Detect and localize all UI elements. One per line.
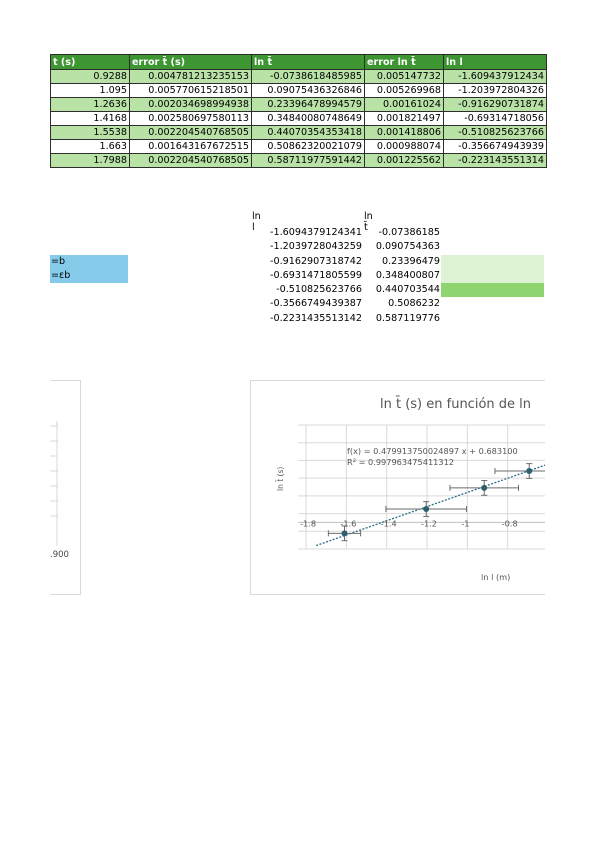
data-table — [50, 54, 547, 168]
table-cell[interactable]: 0.002204540768505 — [130, 154, 252, 168]
ln-l-cell[interactable]: -0.9162907318742 — [270, 255, 362, 267]
left-chart[interactable] — [50, 380, 81, 595]
table-cell[interactable]: 0.004781213235153 — [130, 70, 252, 84]
table-cell[interactable]: 1.2636 — [51, 98, 130, 112]
table-cell[interactable]: -0.0738618485985 — [252, 70, 365, 84]
ln-t-cell[interactable]: 0.348400807 — [375, 269, 440, 281]
table-cell[interactable]: 1.5538 — [51, 126, 130, 140]
table-cell[interactable]: 0.001821497 — [365, 112, 444, 126]
ln-t-cell[interactable]: 0.5086232 — [388, 298, 440, 310]
trendline-r2: R² = 0.997963475411312 — [347, 457, 454, 467]
ln-t-header[interactable]: ln t̄ — [364, 211, 373, 233]
ln-l-header[interactable]: ln l — [252, 211, 261, 233]
x-tick-label: -1 — [461, 518, 470, 529]
table-cell[interactable]: 0.000988074 — [365, 140, 444, 154]
table-cell[interactable]: 1.663 — [51, 140, 130, 154]
x-tick-label: -1.4 — [380, 518, 397, 529]
table-cell[interactable]: 1.4168 — [51, 112, 130, 126]
header-error-t[interactable]: error t̄ (s) — [130, 55, 252, 70]
ln-t-cell[interactable]: 0.23396479 — [382, 255, 440, 267]
slope-label-cell[interactable]: =b — [50, 255, 128, 269]
highlight-cell[interactable] — [441, 255, 544, 269]
table-header-row — [51, 55, 547, 70]
x-tick-label: -0.8 — [501, 518, 518, 529]
table-cell[interactable]: -1.609437912434 — [444, 70, 547, 84]
left-chart-canvas — [50, 381, 80, 594]
x-tick-label: -1.2 — [421, 518, 438, 529]
table-cell[interactable]: -0.916290731874 — [444, 98, 547, 112]
ln-l-cell[interactable]: -0.3566749439387 — [270, 298, 362, 310]
table-cell[interactable]: -0.223143551314 — [444, 154, 547, 168]
table-cell[interactable]: 0.09075436326846 — [252, 84, 365, 98]
ln-t-cell[interactable]: 0.440703544 — [375, 284, 440, 296]
table-row — [51, 84, 547, 98]
table-cell[interactable]: -0.69314718056 — [444, 112, 547, 126]
gridlines — [298, 425, 545, 549]
header-error-ln-t[interactable]: error ln t̄ — [365, 55, 444, 70]
ln-l-cell[interactable]: -0.510825623766 — [276, 284, 362, 296]
slope-error-label-cell[interactable]: =εb — [50, 269, 128, 283]
highlight-cell[interactable] — [441, 269, 544, 283]
header-ln-l[interactable]: ln l — [444, 55, 547, 70]
table-cell[interactable]: 0.58711977591442 — [252, 154, 365, 168]
table-cell[interactable]: 0.34840080748649 — [252, 112, 365, 126]
data-point[interactable] — [481, 485, 487, 491]
table-cell[interactable]: 0.00161024 — [365, 98, 444, 112]
table-cell[interactable]: 1.7988 — [51, 154, 130, 168]
table-row — [51, 154, 547, 168]
table-cell[interactable]: 0.9288 — [51, 70, 130, 84]
chart-title: ln t̄ (s) en función de ln — [380, 397, 532, 412]
left-chart-tick-label: .900 — [50, 550, 69, 560]
table-row — [51, 126, 547, 140]
table-cell[interactable]: -0.510825623766 — [444, 126, 547, 140]
table-row — [51, 70, 547, 84]
ln-t-cell[interactable]: 0.090754363 — [375, 241, 440, 253]
table-cell[interactable]: 0.005147732 — [365, 70, 444, 84]
header-ln-t[interactable]: ln t̄ — [252, 55, 365, 70]
ln-t-column — [330, 226, 440, 326]
table-cell[interactable]: 0.44070354353418 — [252, 126, 365, 140]
table-row — [51, 98, 547, 112]
highlight-cell-strong[interactable] — [441, 283, 544, 297]
data-point[interactable] — [526, 468, 532, 474]
table-cell[interactable]: 1.095 — [51, 84, 130, 98]
table-row — [51, 140, 547, 154]
table-cell[interactable]: 0.001418806 — [365, 126, 444, 140]
table-cell[interactable]: 0.001643167672515 — [130, 140, 252, 154]
x-axis-label: ln l (m) — [481, 572, 511, 582]
ln-l-cell[interactable]: -1.6094379124341 — [270, 227, 362, 238]
table-cell[interactable]: 0.005269968 — [365, 84, 444, 98]
table-cell[interactable]: 0.23396478994579 — [252, 98, 365, 112]
ln-l-cell[interactable]: -1.2039728043259 — [270, 241, 362, 253]
table-cell[interactable]: 0.002580697580113 — [130, 112, 252, 126]
scatter-chart-canvas — [251, 381, 545, 594]
table-row — [51, 112, 547, 126]
data-point[interactable] — [341, 530, 347, 536]
x-tick-label: -1.6 — [340, 518, 357, 529]
table-cell[interactable]: -0.356674943939 — [444, 140, 547, 154]
header-t[interactable]: t (s) — [51, 55, 130, 70]
data-point[interactable] — [423, 506, 429, 512]
ln-t-cell[interactable]: -0.07386185 — [378, 227, 440, 238]
ln-l-cell[interactable]: -0.6931471805599 — [270, 269, 362, 281]
trendline-equation: f(x) = 0.479913750024897 x + 0.683100 — [347, 446, 518, 456]
table-cell[interactable]: 0.001225562 — [365, 154, 444, 168]
ln-t-cell[interactable]: 0.587119776 — [375, 312, 440, 324]
ln-l-cell[interactable]: -0.2231435513142 — [270, 312, 362, 324]
table-cell[interactable]: -1.203972804326 — [444, 84, 547, 98]
table-cell[interactable]: 0.005770615218501 — [130, 84, 252, 98]
y-axis-label: ln t̄ (s) — [276, 466, 285, 491]
table-cell[interactable]: 0.002204540768505 — [130, 126, 252, 140]
table-cell[interactable]: 0.50862320021079 — [252, 140, 365, 154]
scatter-chart[interactable] — [250, 380, 545, 595]
x-tick-label: -1.8 — [300, 518, 317, 529]
table-cell[interactable]: 0.002034698994938 — [130, 98, 252, 112]
